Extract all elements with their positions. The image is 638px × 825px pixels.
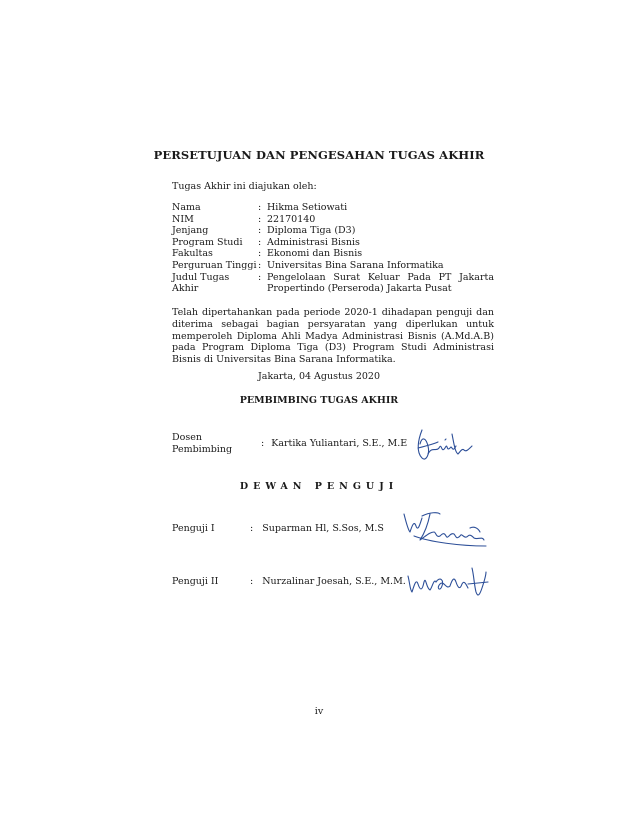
info-value: Administrasi Bisnis [267,236,360,248]
info-value: Ekonomi dan Bisnis [267,248,363,260]
info-label: NIM [172,213,194,225]
info-colon: : [258,271,262,283]
info-colon: : [258,213,262,225]
info-row-nim [172,214,494,226]
info-row-nama [172,202,494,214]
info-row-jenjang [172,225,494,237]
info-label: Perguruan Tinggi [172,259,257,271]
info-value: Universitas Bina Sarana Informatika [267,259,444,271]
info-value: 22170140 [267,213,316,225]
signature-penguji-1-icon [400,506,490,552]
info-value: Diploma Tiga (D3) [267,225,356,237]
penguji-1-name: Suparman Hl, S.Sos, M.S [262,523,384,534]
penguji-2-name: Nurzalinar Joesah, S.E., M.M. [262,576,406,587]
info-label: Fakultas [172,248,213,260]
info-colon: : [258,248,262,260]
penguji-1-value [250,523,384,534]
page-title: PERSETUJUAN DAN PENGESAHAN TUGAS AKHIR [153,148,485,162]
signature-pembimbing-icon [412,424,478,464]
info-row-perguruan-tinggi [172,260,494,272]
info-colon: : [258,202,262,213]
info-colon: : [258,236,262,248]
info-label: Jenjang [172,225,209,237]
date-line: Jakarta, 04 Agustus 2020 [257,371,380,382]
info-label: Judul Tugas Akhir [172,271,230,295]
student-info-table [172,202,494,295]
info-row-program-studi [172,237,494,249]
dosen-pembimbing-name: Kartika Yuliantari, S.E., M.E [271,438,408,449]
signature-penguji-2-icon [404,562,490,602]
dosen-pembimbing-value [261,438,407,449]
info-colon: : [258,259,262,271]
dosen-pembimbing-label: Dosen Pembimbing [172,432,233,455]
info-colon: : [258,225,262,237]
penguji-2-value [250,576,406,587]
approval-paragraph: Telah dipertahankan pada periode 2020-1 dihadapan penguji dan diterima sebagai bagian persyaratan yang diperlukan untuk memperoleh Diploma Ahli Madya Administrasi Bisnis (A.Md.A.B) pada Program Diploma Tiga (D3) Program Studi Administrasi Bisnis di Universitas Bina Sarana Informatika. [172,307,494,366]
info-row-judul [172,272,494,295]
page-number: iv [314,706,324,717]
penguji-2-label: Penguji II [172,576,219,587]
penguji-2-colon: : [250,576,254,587]
pembimbing-heading: PEMBIMBING TUGAS AKHIR [239,395,399,406]
info-row-fakultas [172,248,494,260]
penguji-1-label: Penguji I [172,523,215,534]
penguji-1-colon: : [250,523,254,534]
info-label: Program Studi [172,236,243,248]
info-value: Hikma Setiowati [267,202,348,213]
info-value: Pengelolaan Surat Keluar Pada PT Jakarta Propertindo (Perseroda) Jakarta Pusat [267,271,494,295]
dewan-penguji-heading: DEWAN PENGUJI [239,481,399,492]
dosen-colon: : [261,438,265,449]
info-label: Nama [172,202,201,213]
intro-text: Tugas Akhir ini diajukan oleh: [172,181,317,192]
